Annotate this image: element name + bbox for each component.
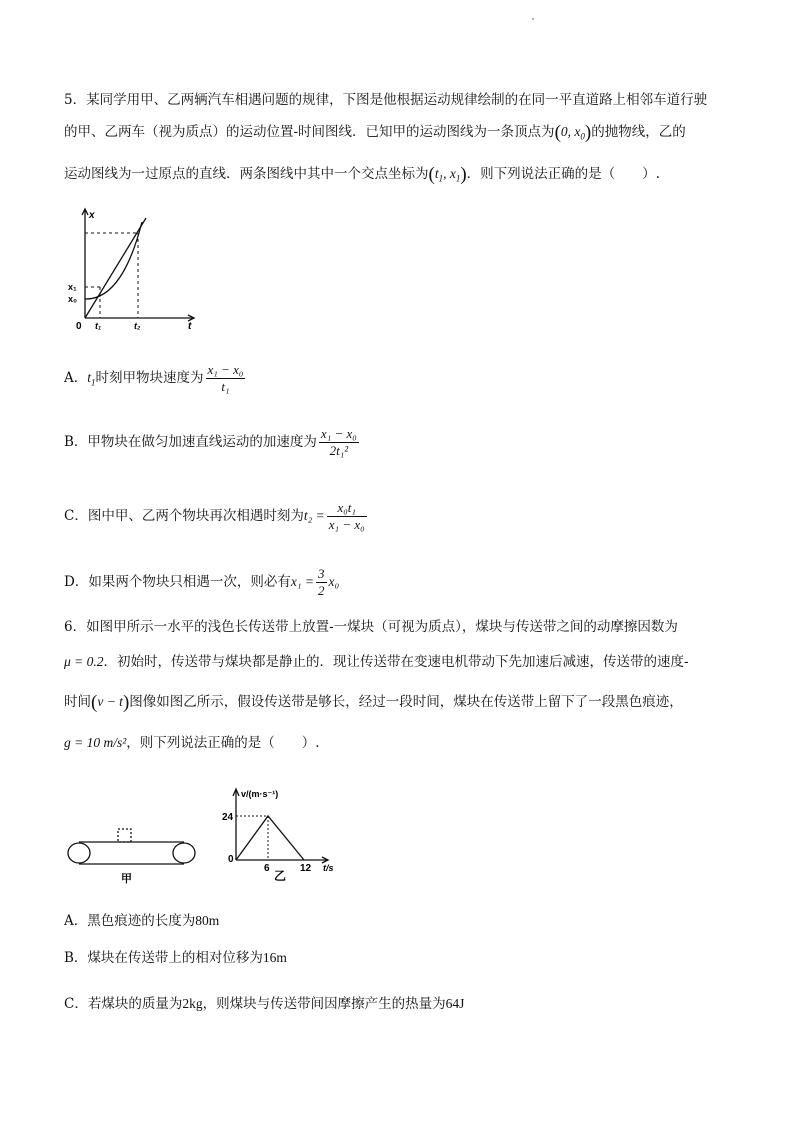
q5-line-2: 的甲、乙两车（视为质点）的运动位置-时间图线．已知甲的运动图线为一条顶点为(0, $x_0$)的抛物线，乙的 — [64, 122, 686, 143]
graph-x-label: t — [188, 321, 192, 332]
figure-jia-label: 甲 — [121, 873, 132, 885]
t-axis-label: t/s — [323, 863, 334, 873]
q6-line-3: 时间(v − t)图像如图乙所示，假设传送带是够长，经过一段时间，煤块在传送带上留下了一段黑色痕迹， — [64, 692, 683, 713]
graph-x1-label: x₁ — [68, 282, 77, 292]
fraction: $\frac{\text{x₁ − x₀}}{\text{t₁}}$ — [207, 362, 244, 394]
q6-line-2: μ = 0.2．初始时，传送带与煤块都是静止的．现让传送带在变速电机带动下先加速后减速，传送带的速度- — [64, 654, 689, 670]
graph-t2-label: t₂ — [134, 321, 141, 331]
q6-option-a: A．黑色痕迹的长度为80m — [64, 913, 220, 929]
fraction: $\frac{\text{x₁ − x₀}}{\text{2t₁²}}$ — [320, 426, 357, 458]
fraction: $\frac{3}{2}$ — [318, 566, 325, 598]
q6-line-4: g = 10 m/s²，则下列说法正确的是（ ）. — [64, 735, 320, 751]
q6-option-b: B．煤块在传送带上的相对位移为16m — [64, 950, 287, 966]
right-roller — [173, 843, 195, 863]
q5-line-3: 运动图线为一过原点的直线．两条图线中其中一个交点坐标为($t_1$, $x_1$)．则下列说法正确的是（ ）. — [64, 164, 660, 185]
left-roller — [68, 843, 90, 863]
coal-block — [118, 829, 131, 842]
q6-conveyor-belt-figure — [66, 820, 202, 890]
q5-option-a: A．$t_1$时刻甲物块速度为 $\frac{\text{x₁ − x₀}}{\text{t₁}}$ — [64, 362, 244, 394]
fraction: $\frac{\text{x₀t₁}}{\text{x₁ − x₀}}$ — [328, 500, 365, 532]
t-peak-label: 6 — [264, 863, 270, 874]
origin-label: 0 — [228, 854, 234, 865]
graph-t1-label: t₁ — [95, 321, 102, 331]
q6-line-1: 6．如图甲所示一水平的浅色长传送带上放置-一煤块（可视为质点），煤块与传送带之间的动摩擦因数为 — [64, 619, 678, 635]
q5-line-1: 5．某同学用甲、乙两辆汽车相遇问题的规律，下图是他根据运动规律绘制的在同一平直道路上相邻车道行驶 — [64, 92, 708, 108]
scan-speck — [532, 18, 534, 20]
figure-yi-caption: 乙 — [274, 869, 287, 882]
q5-option-d: D．如果两个物块只相遇一次，则必有x₁ = $\frac{3}{2}$ x₀ — [64, 566, 340, 598]
v-axis-label: v/(m·s⁻¹) — [241, 789, 279, 799]
q6-option-c: C．若煤块的质量为2kg，则煤块与传送带间因摩擦产生的热量为64J — [64, 996, 465, 1012]
q5-option-b: B．甲物块在做匀加速直线运动的加速度为 $\frac{\text{x₁ − x₀}}{\text{2t₁²}}$ — [64, 426, 357, 458]
graph-x0-label: x₀ — [68, 294, 78, 304]
v-peak-label: 24 — [222, 812, 234, 823]
vt-line — [236, 816, 304, 860]
q5-position-time-graph — [62, 204, 202, 334]
q6-vt-graph — [222, 782, 342, 882]
q5-option-c: C．图中甲、乙两个物块再次相遇时刻为t₂ = $\frac{\text{x₀t₁}}{\text{x₁ − x₀}}$ — [64, 500, 365, 532]
t-end-label: 12 — [300, 863, 312, 874]
graph-origin: 0 — [76, 321, 82, 332]
graph-y-label: x — [89, 210, 95, 221]
